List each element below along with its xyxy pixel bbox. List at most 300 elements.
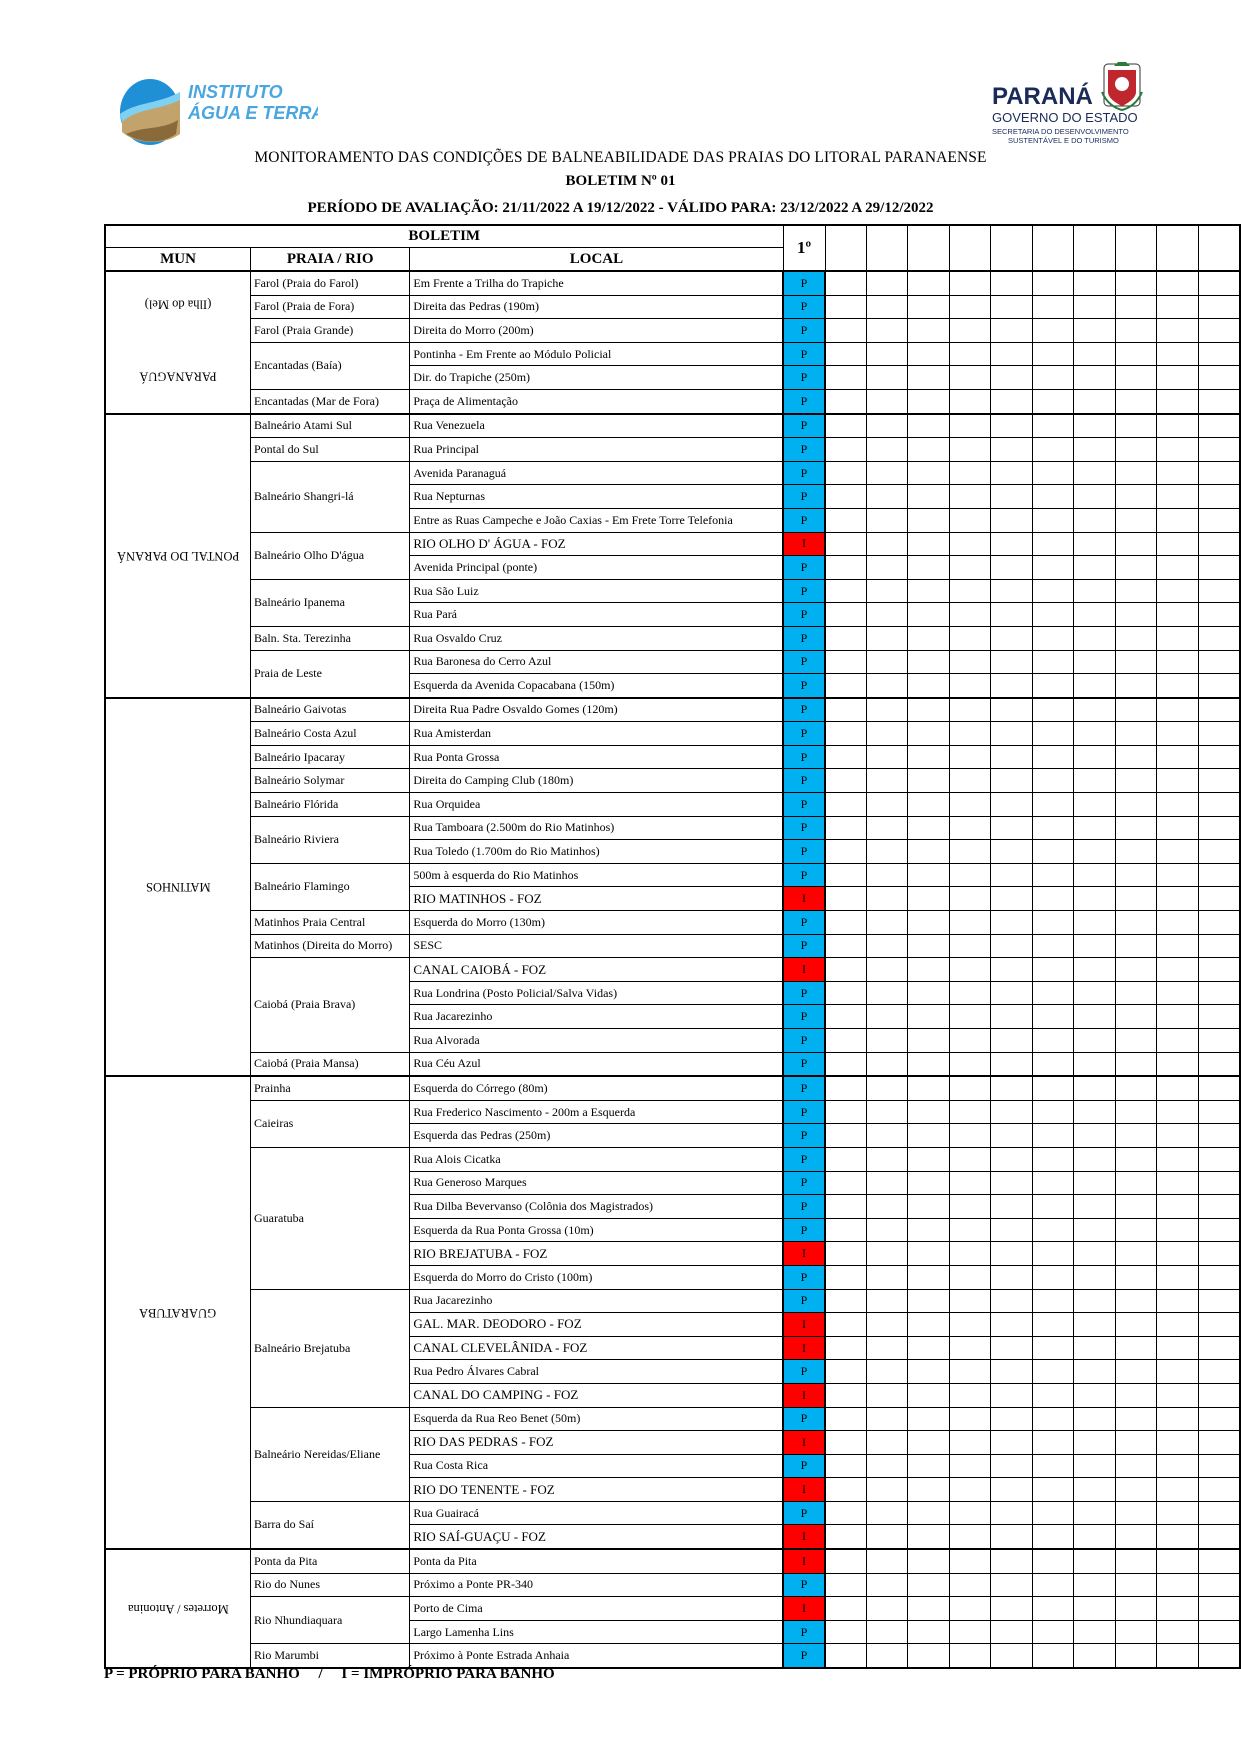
empty-cell	[908, 1147, 949, 1171]
proper-status: P	[783, 745, 825, 769]
empty-cell	[991, 887, 1032, 911]
empty-cell	[1032, 414, 1073, 438]
empty-cell	[949, 863, 990, 887]
table-row	[105, 389, 1240, 413]
empty-cell	[908, 722, 949, 746]
empty-cell	[1032, 389, 1073, 413]
empty-cell	[1115, 532, 1156, 556]
empty-cell	[949, 1265, 990, 1289]
empty-cell	[825, 556, 867, 580]
proper-status: P	[783, 1620, 825, 1644]
empty-cell	[1157, 1218, 1198, 1242]
empty-cell	[1032, 934, 1073, 958]
proper-status: P	[783, 1407, 825, 1431]
empty-cell	[1074, 438, 1115, 462]
proper-status: P	[783, 981, 825, 1005]
location-name: RIO BREJATUBA - FOZ	[410, 1242, 783, 1266]
empty-cell	[1032, 319, 1073, 343]
empty-cell	[1198, 840, 1240, 864]
empty-cell	[1032, 863, 1073, 887]
empty-cell	[991, 769, 1032, 793]
empty-cell	[825, 1336, 867, 1360]
empty-cell	[825, 1597, 867, 1621]
empty-cell	[1074, 1383, 1115, 1407]
location-name: Esquerda do Córrego (80m)	[410, 1076, 783, 1100]
empty-cell	[1032, 271, 1073, 295]
empty-cell	[1198, 319, 1240, 343]
empty-cell	[908, 1597, 949, 1621]
empty-cell	[867, 722, 908, 746]
empty-cell	[991, 1644, 1032, 1668]
empty-cell	[1157, 579, 1198, 603]
location-name: RIO OLHO D' ÁGUA - FOZ	[410, 532, 783, 556]
boletim-header: BOLETIM	[105, 225, 783, 248]
table-row	[105, 1549, 1240, 1573]
empty-cell	[1198, 1147, 1240, 1171]
location-name: Avenida Paranaguá	[410, 461, 783, 485]
empty-cell	[1074, 863, 1115, 887]
table-row	[105, 1052, 1240, 1076]
empty-cell	[949, 508, 990, 532]
empty-cell	[1198, 1052, 1240, 1076]
empty-cell	[1115, 769, 1156, 793]
beach-name: Rio Nhundiaquara	[251, 1597, 410, 1644]
empty-cell	[867, 461, 908, 485]
empty-cell	[1032, 579, 1073, 603]
empty-cell	[991, 650, 1032, 674]
svg-text:PARANÁ: PARANÁ	[992, 83, 1093, 110]
empty-cell	[1032, 1005, 1073, 1029]
proper-status: P	[783, 1124, 825, 1148]
empty-cell	[825, 1549, 867, 1573]
empty-cell	[1115, 698, 1156, 722]
empty-cell	[908, 650, 949, 674]
empty-cell	[991, 1100, 1032, 1124]
empty-cell	[825, 1242, 867, 1266]
empty-cell	[867, 366, 908, 390]
empty-cell	[949, 556, 990, 580]
empty-cell	[867, 1573, 908, 1597]
empty-cell	[991, 414, 1032, 438]
empty-cell	[908, 1549, 949, 1573]
empty-column-header	[991, 225, 1032, 271]
empty-cell	[1074, 981, 1115, 1005]
empty-cell	[1157, 366, 1198, 390]
empty-cell	[1157, 1147, 1198, 1171]
table-row	[105, 579, 1240, 603]
empty-cell	[1115, 626, 1156, 650]
empty-cell	[908, 1501, 949, 1525]
empty-cell	[867, 793, 908, 817]
improper-status: I	[783, 1525, 825, 1549]
empty-cell	[908, 603, 949, 627]
location-name: Em Frente a Trilha do Trapiche	[410, 271, 783, 295]
empty-cell	[1157, 1313, 1198, 1337]
empty-cell	[1032, 1242, 1073, 1266]
empty-cell	[1032, 793, 1073, 817]
empty-cell	[908, 745, 949, 769]
empty-cell	[991, 1052, 1032, 1076]
empty-cell	[1157, 1454, 1198, 1478]
empty-cell	[1032, 1029, 1073, 1053]
empty-cell	[867, 1265, 908, 1289]
empty-cell	[1115, 958, 1156, 982]
empty-cell	[1198, 863, 1240, 887]
empty-cell	[1157, 1052, 1198, 1076]
empty-cell	[1032, 1573, 1073, 1597]
empty-cell	[1115, 1525, 1156, 1549]
empty-cell	[825, 934, 867, 958]
municipality-name	[139, 1274, 217, 1351]
empty-cell	[1115, 342, 1156, 366]
instituto-agua-e-terra-logo	[118, 74, 318, 146]
empty-cell	[1032, 674, 1073, 698]
empty-cell	[949, 816, 990, 840]
empty-cell	[1115, 438, 1156, 462]
location-name: Ponta da Pita	[410, 1549, 783, 1573]
table-row	[105, 1644, 1240, 1668]
empty-cell	[867, 1147, 908, 1171]
empty-cell	[1115, 1147, 1156, 1171]
empty-cell	[1115, 319, 1156, 343]
empty-cell	[1157, 626, 1198, 650]
empty-cell	[949, 1124, 990, 1148]
empty-cell	[1157, 1573, 1198, 1597]
empty-cell	[991, 1549, 1032, 1573]
municipality-cell	[105, 698, 251, 1077]
empty-cell	[1032, 1501, 1073, 1525]
location-name: Largo Lamenha Lins	[410, 1620, 783, 1644]
empty-cell	[991, 1005, 1032, 1029]
empty-cell	[825, 438, 867, 462]
empty-cell	[991, 626, 1032, 650]
empty-cell	[825, 485, 867, 509]
empty-cell	[1115, 1383, 1156, 1407]
proper-status: P	[783, 1052, 825, 1076]
empty-cell	[1198, 1289, 1240, 1313]
empty-cell	[908, 1313, 949, 1337]
empty-cell	[1198, 887, 1240, 911]
empty-cell	[949, 461, 990, 485]
empty-column-header	[1157, 225, 1198, 271]
empty-cell	[991, 981, 1032, 1005]
empty-cell	[908, 840, 949, 864]
empty-cell	[1157, 508, 1198, 532]
empty-cell	[825, 793, 867, 817]
water-earth-icon	[118, 74, 318, 146]
empty-cell	[949, 1195, 990, 1219]
empty-cell	[1032, 1052, 1073, 1076]
proper-status: P	[783, 438, 825, 462]
empty-cell	[1074, 1454, 1115, 1478]
table-row	[105, 863, 1240, 887]
empty-cell	[908, 863, 949, 887]
beach-name: Rio Marumbi	[251, 1644, 410, 1668]
empty-cell	[908, 1029, 949, 1053]
empty-cell	[867, 603, 908, 627]
empty-cell	[1115, 603, 1156, 627]
empty-cell	[949, 887, 990, 911]
proper-status: P	[783, 1454, 825, 1478]
beach-name: Balneário Atami Sul	[251, 414, 410, 438]
first-bulletin-header: 1º	[783, 225, 825, 271]
legend-footer: P = PRÓPRIO PARA BANHO / I = IMPRÓPRIO PARA BANHO	[104, 1666, 555, 1682]
empty-cell	[825, 461, 867, 485]
empty-cell	[825, 1289, 867, 1313]
empty-cell	[867, 650, 908, 674]
empty-cell	[867, 958, 908, 982]
empty-cell	[1115, 295, 1156, 319]
empty-cell	[908, 1644, 949, 1668]
proper-status: P	[783, 1147, 825, 1171]
empty-cell	[867, 295, 908, 319]
empty-cell	[949, 1431, 990, 1455]
empty-cell	[825, 319, 867, 343]
empty-cell	[1074, 414, 1115, 438]
proper-status: P	[783, 461, 825, 485]
empty-cell	[1032, 650, 1073, 674]
location-name: Praça de Alimentação	[410, 389, 783, 413]
empty-cell	[867, 532, 908, 556]
proper-status: P	[783, 342, 825, 366]
svg-text:ÁGUA E TERRA: ÁGUA E TERRA	[188, 103, 318, 123]
empty-cell	[867, 319, 908, 343]
empty-cell	[1115, 461, 1156, 485]
empty-cell	[825, 342, 867, 366]
report-title: MONITORAMENTO DAS CONDIÇÕES DE BALNEABILIDADE DAS PRAIAS DO LITORAL PARANAENSE	[254, 149, 987, 166]
empty-cell	[1157, 793, 1198, 817]
empty-cell	[867, 1597, 908, 1621]
municipality-name	[116, 494, 240, 616]
empty-cell	[1157, 438, 1198, 462]
empty-cell	[1157, 840, 1198, 864]
empty-cell	[991, 1383, 1032, 1407]
empty-cell	[825, 1052, 867, 1076]
proper-status: P	[783, 840, 825, 864]
location-name: Rua Pedro Álvares Cabral	[410, 1360, 783, 1384]
location-name: Rua Nepturnas	[410, 485, 783, 509]
empty-cell	[1198, 532, 1240, 556]
empty-cell	[867, 911, 908, 935]
municipality-name	[139, 271, 217, 414]
beach-name: Praia de Leste	[251, 650, 410, 698]
proper-status: P	[783, 650, 825, 674]
empty-cell	[1157, 674, 1198, 698]
empty-cell	[1074, 342, 1115, 366]
empty-cell	[867, 485, 908, 509]
empty-cell	[1157, 981, 1198, 1005]
empty-column-header	[1074, 225, 1115, 271]
table-row	[105, 271, 1240, 295]
empty-cell	[1198, 934, 1240, 958]
empty-cell	[1032, 1336, 1073, 1360]
location-name: Dir. do Trapiche (250m)	[410, 366, 783, 390]
municipality-cell	[105, 1076, 251, 1549]
empty-cell	[1198, 508, 1240, 532]
empty-column-header	[908, 225, 949, 271]
empty-cell	[1032, 1171, 1073, 1195]
proper-status: P	[783, 1501, 825, 1525]
beach-name: Matinhos (Direita do Morro)	[251, 934, 410, 958]
location-name: Avenida Principal (ponte)	[410, 556, 783, 580]
empty-cell	[825, 1525, 867, 1549]
empty-cell	[908, 295, 949, 319]
empty-cell	[908, 532, 949, 556]
empty-cell	[867, 1124, 908, 1148]
empty-cell	[825, 887, 867, 911]
empty-cell	[1198, 342, 1240, 366]
svg-text:SECRETARIA DO DESENVOLVIMENTO: SECRETARIA DO DESENVOLVIMENTO	[992, 127, 1129, 136]
empty-cell	[1074, 485, 1115, 509]
empty-cell	[1198, 793, 1240, 817]
location-name: CANAL CLEVELÂNIDA - FOZ	[410, 1336, 783, 1360]
empty-cell	[1115, 1289, 1156, 1313]
empty-cell	[1198, 1336, 1240, 1360]
empty-cell	[991, 271, 1032, 295]
empty-cell	[908, 461, 949, 485]
empty-cell	[825, 1100, 867, 1124]
proper-status: P	[783, 1005, 825, 1029]
empty-cell	[825, 1383, 867, 1407]
empty-cell	[1198, 1029, 1240, 1053]
empty-cell	[949, 1360, 990, 1384]
empty-cell	[908, 816, 949, 840]
empty-cell	[825, 722, 867, 746]
empty-cell	[991, 1454, 1032, 1478]
empty-cell	[1198, 981, 1240, 1005]
empty-cell	[949, 319, 990, 343]
empty-cell	[825, 579, 867, 603]
empty-cell	[1115, 674, 1156, 698]
empty-cell	[1032, 911, 1073, 935]
empty-cell	[1115, 1005, 1156, 1029]
empty-cell	[867, 1360, 908, 1384]
svg-text:SUSTENTÁVEL E DO TURISMO: SUSTENTÁVEL E DO TURISMO	[1008, 136, 1119, 145]
empty-cell	[908, 674, 949, 698]
beach-name: Balneário Olho D'água	[251, 532, 410, 579]
empty-cell	[1115, 1265, 1156, 1289]
empty-cell	[825, 958, 867, 982]
empty-cell	[991, 1501, 1032, 1525]
empty-cell	[1115, 1573, 1156, 1597]
proper-status: P	[783, 556, 825, 580]
table-row	[105, 958, 1240, 982]
empty-cell	[1074, 1100, 1115, 1124]
improper-status: I	[783, 1336, 825, 1360]
empty-cell	[1198, 674, 1240, 698]
empty-cell	[949, 1454, 990, 1478]
empty-cell	[1032, 1360, 1073, 1384]
empty-cell	[1032, 1147, 1073, 1171]
empty-cell	[1198, 1076, 1240, 1100]
empty-cell	[991, 911, 1032, 935]
empty-cell	[867, 1620, 908, 1644]
svg-text:INSTITUTO: INSTITUTO	[188, 82, 283, 102]
empty-cell	[1198, 1171, 1240, 1195]
empty-cell	[1157, 1525, 1198, 1549]
empty-cell	[949, 414, 990, 438]
proper-status: P	[783, 934, 825, 958]
empty-cell	[1032, 722, 1073, 746]
improper-status: I	[783, 1597, 825, 1621]
empty-cell	[1032, 1076, 1073, 1100]
empty-cell	[1115, 414, 1156, 438]
beach-name: Balneário Brejatuba	[251, 1289, 410, 1407]
table-row	[105, 698, 1240, 722]
empty-cell	[867, 1478, 908, 1502]
empty-cell	[1074, 1360, 1115, 1384]
empty-cell	[1074, 698, 1115, 722]
empty-cell	[949, 722, 990, 746]
empty-cell	[908, 1336, 949, 1360]
empty-cell	[949, 366, 990, 390]
empty-cell	[1074, 793, 1115, 817]
empty-cell	[825, 1029, 867, 1053]
location-name: Rua Guairacá	[410, 1501, 783, 1525]
empty-cell	[908, 1124, 949, 1148]
empty-cell	[1157, 816, 1198, 840]
empty-cell	[949, 1620, 990, 1644]
empty-cell	[1198, 1383, 1240, 1407]
empty-cell	[1157, 532, 1198, 556]
empty-cell	[1115, 1100, 1156, 1124]
empty-column-header	[867, 225, 908, 271]
empty-cell	[867, 508, 908, 532]
empty-cell	[1115, 1218, 1156, 1242]
location-name: Esquerda do Morro do Cristo (100m)	[410, 1265, 783, 1289]
empty-cell	[949, 438, 990, 462]
empty-cell	[1115, 485, 1156, 509]
empty-cell	[825, 1195, 867, 1219]
empty-cell	[908, 1171, 949, 1195]
empty-cell	[1157, 461, 1198, 485]
empty-cell	[867, 1313, 908, 1337]
empty-cell	[908, 911, 949, 935]
empty-cell	[1157, 1478, 1198, 1502]
location-name: Rua Principal	[410, 438, 783, 462]
improper-status: I	[783, 1242, 825, 1266]
empty-cell	[1074, 295, 1115, 319]
empty-cell	[867, 934, 908, 958]
empty-cell	[1032, 840, 1073, 864]
empty-cell	[1198, 579, 1240, 603]
empty-cell	[908, 485, 949, 509]
empty-cell	[1157, 1242, 1198, 1266]
empty-cell	[908, 508, 949, 532]
empty-cell	[867, 1076, 908, 1100]
empty-cell	[867, 1052, 908, 1076]
empty-cell	[1032, 1525, 1073, 1549]
empty-cell	[1157, 769, 1198, 793]
empty-cell	[991, 1525, 1032, 1549]
location-name: CANAL CAIOBÁ - FOZ	[410, 958, 783, 982]
empty-cell	[1157, 1407, 1198, 1431]
location-name: RIO SAÍ-GUAÇU - FOZ	[410, 1525, 783, 1549]
location-name: Direita do Morro (200m)	[410, 319, 783, 343]
empty-cell	[908, 1620, 949, 1644]
empty-cell	[1115, 1195, 1156, 1219]
empty-cell	[1198, 1195, 1240, 1219]
beach-name: Farol (Praia do Farol)	[251, 271, 410, 295]
empty-cell	[825, 1147, 867, 1171]
empty-cell	[949, 840, 990, 864]
empty-cell	[1115, 1029, 1156, 1053]
empty-cell	[825, 745, 867, 769]
empty-cell	[949, 1289, 990, 1313]
municipality-name-line: Morretes / Antonina	[127, 1602, 229, 1617]
empty-cell	[1074, 1573, 1115, 1597]
empty-cell	[949, 650, 990, 674]
